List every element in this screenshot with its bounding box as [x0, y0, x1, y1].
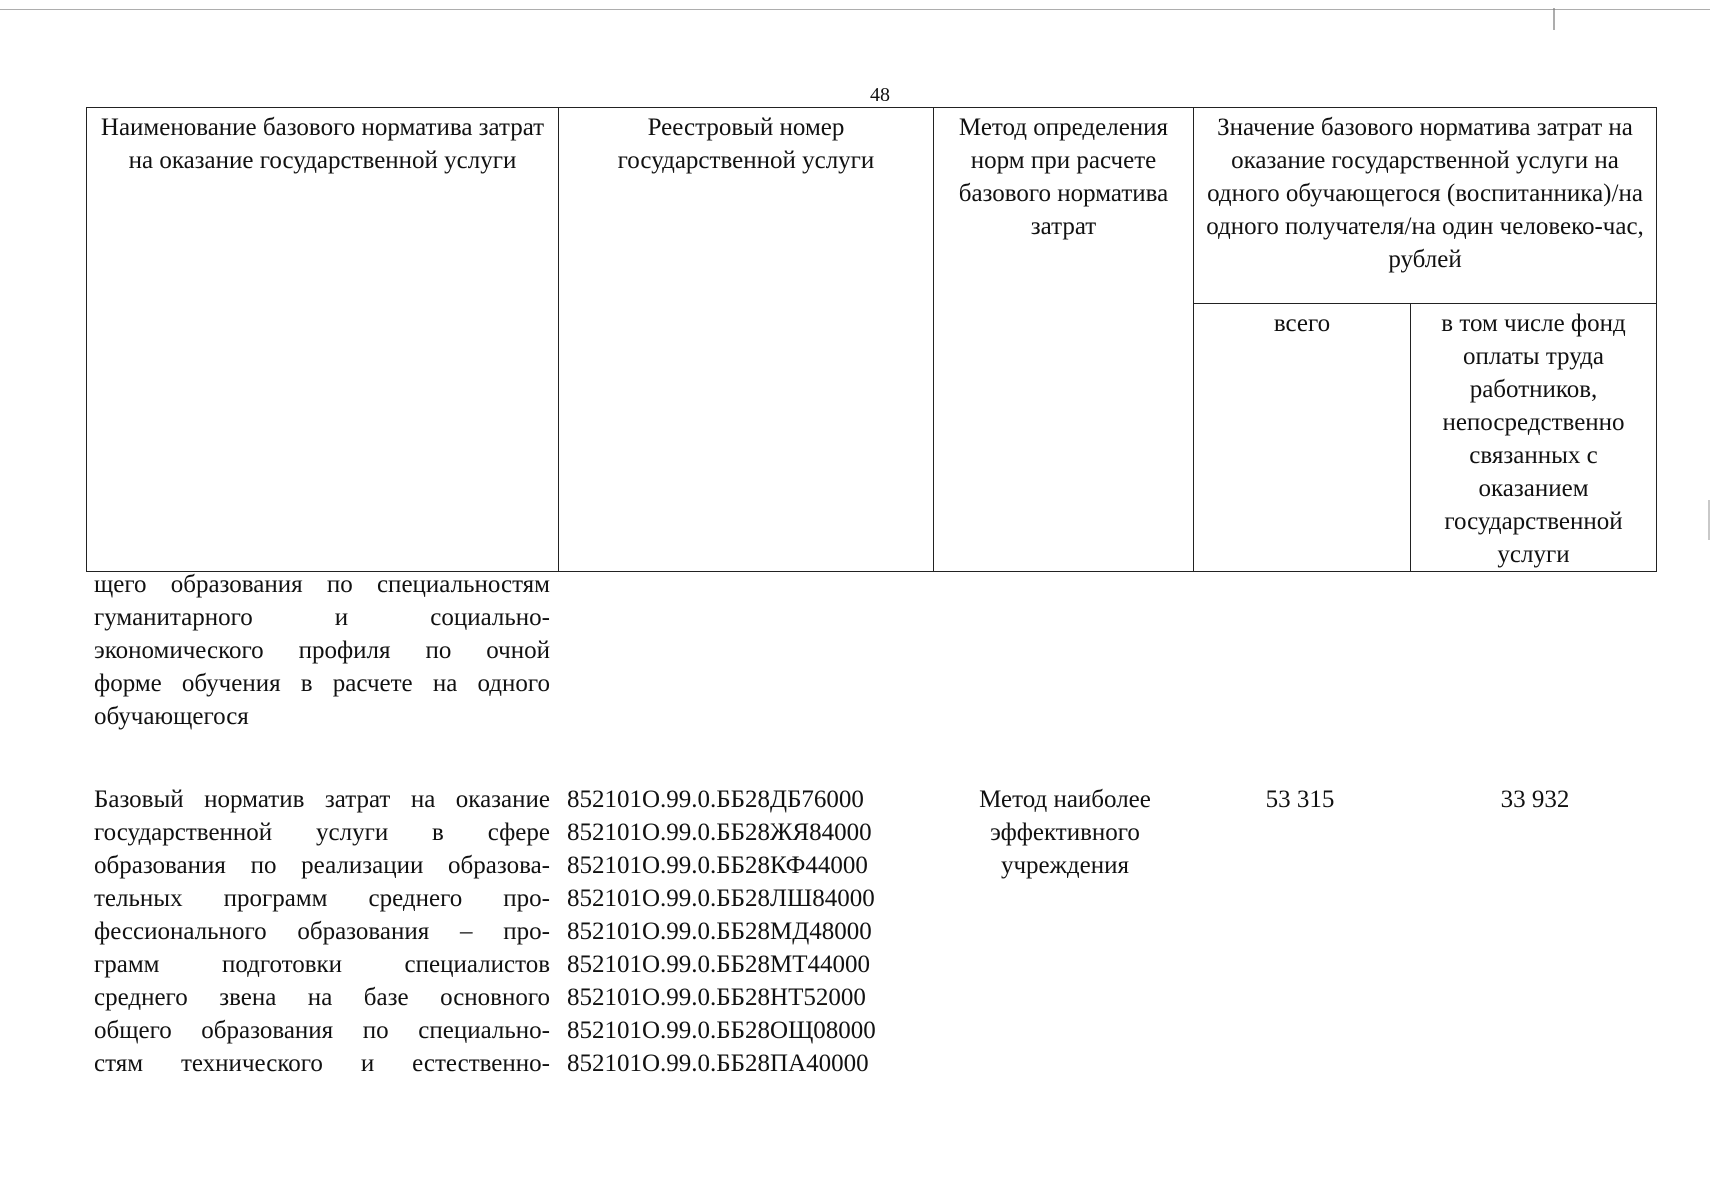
entry-name-line: Базовый норматив затрат на оказание — [94, 786, 550, 813]
wage-value: 33 932 — [1500, 786, 1570, 813]
header-name-cell: Наименование базового норматива затрат на оказание государственной услуги — [87, 108, 559, 572]
scan-edge-line — [0, 0, 1710, 10]
registry-code: 852101О.99.0.ББ28ПА40000 — [567, 1050, 869, 1077]
entry-name-line: стям технического и естественно- — [94, 1050, 550, 1077]
registry-code: 852101О.99.0.ББ28НТ52000 — [567, 984, 866, 1011]
registry-code: 852101О.99.0.ББ28ЛШ84000 — [567, 885, 875, 912]
page-number: 48 — [870, 84, 890, 106]
entry-name-line: государственной услуги в сфере — [94, 819, 550, 846]
continuation-line: обучающегося — [94, 703, 249, 730]
registry-code: 852101О.99.0.ББ28МД48000 — [567, 918, 872, 945]
registry-code: 852101О.99.0.ББ28ЖЯ84000 — [567, 819, 872, 846]
header-value-cell: Значение базового норматива затрат на оказание государственной услуги на одного обучающегося (воспитанника)/на одного получателя/на один человеко-час, рублей — [1194, 108, 1657, 304]
method-line: Метод наиболее — [979, 786, 1151, 813]
entry-name-line: грамм подготовки специалистов — [94, 951, 550, 978]
header-row-top — [87, 108, 1657, 304]
header-wage-cell: в том числе фонд оплаты труда работников, непосредственно связанных с оказанием государственной услуги — [1411, 304, 1657, 572]
entry-name — [94, 783, 550, 1080]
registry-code: 852101О.99.0.ББ28МТ44000 — [567, 951, 871, 978]
continuation-text — [94, 568, 550, 733]
header-method-cell: Метод определения норм при расчете базового норматива затрат — [934, 108, 1194, 572]
header-registry-cell: Реестровый номер государственной услуги — [559, 108, 934, 572]
method-text — [940, 783, 1190, 882]
total-value: 53 315 — [1265, 786, 1335, 813]
continuation-line: экономического профиля по очной — [94, 637, 550, 664]
entry-name-line: общего образования по специально- — [94, 1017, 550, 1044]
header-table — [86, 107, 1657, 572]
registry-codes — [567, 783, 947, 1080]
continuation-line: форме обучения в расчете на одного — [94, 670, 550, 697]
entry-name-line: тельных программ среднего про- — [94, 885, 550, 912]
registry-code: 852101О.99.0.ББ28ДБ76000 — [567, 786, 864, 813]
entry-name-line: фессионального образования – про- — [94, 918, 550, 945]
entry-name-line: среднего звена на базе основного — [94, 984, 550, 1011]
registry-code: 852101О.99.0.ББ28ОЩ08000 — [567, 1017, 876, 1044]
method-line: учреждения — [1000, 852, 1129, 879]
registry-code: 852101О.99.0.ББ28КФ44000 — [567, 852, 868, 879]
header-total-cell: всего — [1194, 304, 1411, 572]
entry-name-line: образования по реализации образова- — [94, 852, 550, 879]
method-line: эффективного — [990, 819, 1140, 846]
continuation-line: гуманитарного и социально- — [94, 604, 550, 631]
scan-mark — [1553, 8, 1555, 30]
continuation-line: щего образования по специальностям — [94, 571, 550, 598]
